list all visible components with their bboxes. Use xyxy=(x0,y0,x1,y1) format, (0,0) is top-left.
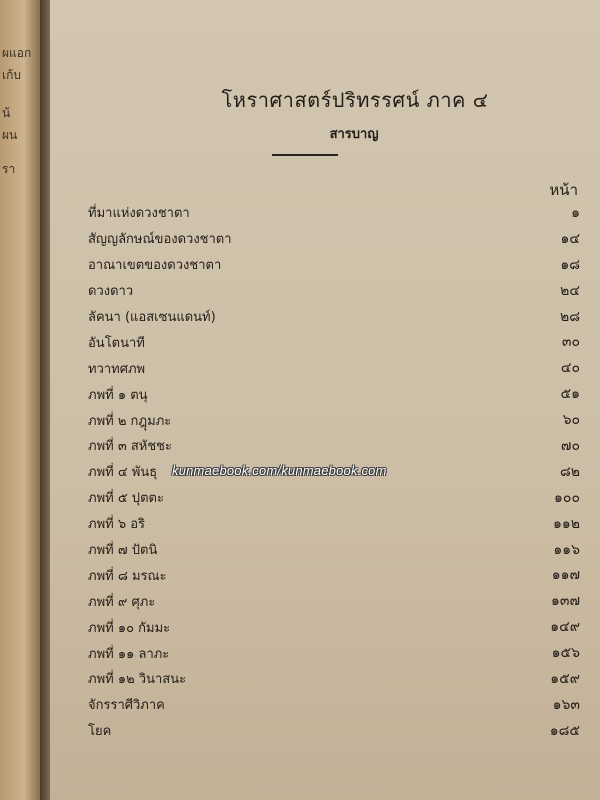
toc-entry-title: ภพที่ ๕ ปุตตะ xyxy=(88,491,164,507)
toc-entry-title: อาณาเขตของดวงชาตา xyxy=(88,258,222,274)
left-page-fragment: น้ xyxy=(2,106,11,120)
toc-entry xyxy=(88,562,580,588)
toc-entry-page: ๘๒ xyxy=(559,463,580,480)
page-column-header: หน้า xyxy=(549,181,578,199)
toc-entry-page: ๓๐ xyxy=(561,334,580,351)
toc-entry xyxy=(88,329,580,355)
toc-entry-title: โยค xyxy=(88,724,112,740)
toc-entry-page: ๑ xyxy=(571,204,580,221)
toc-entry-page: ๑๕๙ xyxy=(550,670,580,687)
toc-entry xyxy=(88,355,580,381)
toc-entry-page: ๒๘ xyxy=(559,308,580,325)
toc-entry-title: ภพที่ ๑ ตนุ xyxy=(88,387,148,403)
book-page xyxy=(50,0,600,800)
toc-entry-title: ที่มาแห่งดวงชาตา xyxy=(88,206,190,222)
toc-entry-page: ๑๘ xyxy=(560,256,580,273)
toc-entry xyxy=(88,537,580,563)
toc-entry xyxy=(88,640,580,666)
toc-entry-title: ลัคนา (แอสเซนแดนท์) xyxy=(88,310,216,325)
toc-entry xyxy=(88,485,580,511)
toc-entry xyxy=(88,304,580,330)
toc-entry-page: ๕๑ xyxy=(560,386,580,403)
page-subtitle: สารบาญ xyxy=(329,127,379,142)
toc-entry xyxy=(88,666,580,692)
book-spine xyxy=(40,0,50,800)
toc-entry-title: ภพที่ ๗ ปัตนิ xyxy=(88,543,158,559)
toc-entry-page: ๑๖๓ xyxy=(552,696,580,713)
toc-entry xyxy=(88,226,580,252)
toc-entry xyxy=(88,614,580,640)
toc-entry xyxy=(88,433,580,459)
toc-entry xyxy=(88,407,580,433)
page-title: โหราศาสตร์ปริทรรศน์ ภาค ๔ xyxy=(221,88,489,112)
left-page-edge xyxy=(0,0,40,800)
toc-entry-title: ภพที่ ๔ พันธุ xyxy=(88,465,158,481)
toc-entry-page: ๑๔ xyxy=(560,230,580,247)
toc-entry-page: ๔๐ xyxy=(560,360,580,377)
toc-entry xyxy=(88,718,580,744)
toc-entry-page: ๑๑๗ xyxy=(551,567,580,584)
toc-entry-page: ๑๑๖ xyxy=(553,541,580,558)
toc-entry-title: ภพที่ ๑๐ กัมมะ xyxy=(88,620,171,636)
title-divider xyxy=(272,154,338,156)
toc-entry xyxy=(88,692,580,718)
toc-entry xyxy=(88,278,580,304)
toc-entry xyxy=(88,381,580,407)
toc-entry-page: ๑๐๐ xyxy=(554,489,580,506)
toc-entry xyxy=(88,200,580,226)
left-page-fragment: ผน xyxy=(2,128,18,142)
toc-entry-title: ภพที่ ๖ อริ xyxy=(88,517,146,533)
toc-entry-title: ภพที่ ๘ มรณะ xyxy=(88,568,167,584)
toc-entry-page: ๖๐ xyxy=(562,412,580,429)
left-page-fragment: รา xyxy=(2,162,16,176)
toc-entry-title: ภพที่ ๙ ศุภะ xyxy=(88,594,156,610)
toc-entry xyxy=(88,511,580,537)
toc-entry-title: จักรราศีวิภาค xyxy=(88,698,165,714)
toc-entry xyxy=(88,588,580,614)
toc-entry-page: ๑๔๙ xyxy=(550,619,580,636)
toc-entry-title: ดวงดาว xyxy=(88,284,134,300)
toc-entry-title: อันโตนาที xyxy=(88,335,145,351)
toc-entry-page: ๑๓๗ xyxy=(551,593,580,610)
left-page-fragment: ผแอก xyxy=(2,46,32,60)
toc-entry-title: ทวาทศภพ xyxy=(88,361,146,377)
toc-entry xyxy=(88,252,580,278)
toc-entry-page: ๑๕๖ xyxy=(551,645,580,662)
watermark: kunmaebook.com/kunmaebook.com xyxy=(172,463,387,478)
toc-entry-title: ภพที่ ๑๑ ลาภะ xyxy=(88,646,170,662)
left-page-fragment: เก้บ xyxy=(2,68,21,82)
toc-entry-page: ๑๘๕ xyxy=(549,722,580,739)
toc-entry-title: ภพที่ ๓ สหัชชะ xyxy=(88,439,172,455)
toc-entry-title: สัญญลักษณ์ของดวงชาตา xyxy=(88,232,232,248)
toc-entry-page: ๗๐ xyxy=(560,437,580,454)
toc-entry-page: ๑๑๒ xyxy=(552,515,580,532)
toc-entry-title: ภพที่ ๑๒ วินาสนะ xyxy=(88,672,187,688)
toc-entry-page: ๒๔ xyxy=(560,282,580,299)
toc-entry-title: ภพที่ ๒ กฎุมภะ xyxy=(88,413,172,429)
